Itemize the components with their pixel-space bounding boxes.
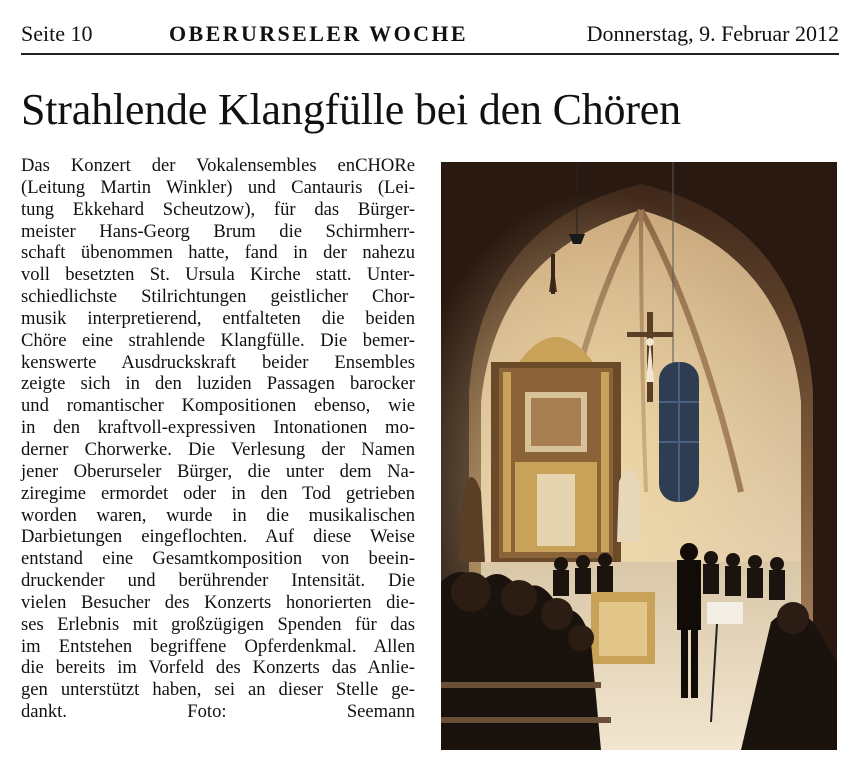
article-line: gen unterstützt haben, sei an dieser Stelle ge- [21, 679, 415, 701]
photo-credit: Foto: Seemann [187, 701, 415, 723]
article-line: ziregime ermordet oder in den Tod getrieben [21, 482, 415, 504]
article-line: jener Oberurseler Bürger, die unter dem Na- [21, 460, 415, 482]
article-line: tung Ekkehard Scheutzow), für das Bürger- [21, 198, 415, 220]
article-line: die bereits im Vorfeld des Konzerts das Anlie- [21, 657, 415, 679]
article-line: im Entstehen begriffene Opferdenkmal. Allen [21, 635, 415, 657]
article-line: druckender und berührender Intensität. Die [21, 570, 415, 592]
article-line: ses Erlebnis mit großzügigen Spenden für das [21, 613, 415, 635]
church-concert-photo [441, 162, 837, 750]
article-line: worden waren, wurde in die musikalischen [21, 504, 415, 526]
article-line: in den kraftvoll-expressiven Intonationen mo- [21, 417, 415, 439]
page-number: Seite 10 [21, 21, 93, 46]
article-line: musik interpretierend, entfalteten die beiden [21, 307, 415, 329]
masthead [21, 15, 839, 55]
article-line: schaft übenommen hatte, fand in der nahezu [21, 242, 415, 264]
article-line: und romantischer Kompositionen ebenso, wie [21, 395, 415, 417]
article-line: schiedlichste Stilrichtungen geistlicher Chor- [21, 286, 415, 308]
article-final-line [21, 701, 415, 723]
issue-date: Donnerstag, 9. Februar 2012 [586, 21, 839, 46]
headline: Strahlende Klangfülle bei den Chören [21, 85, 681, 134]
article-line: entstand eine Gesamtkomposition von beein- [21, 548, 415, 570]
article-line: kenswerte Ausdruckskraft beider Ensembles [21, 351, 415, 373]
article-line: vielen Besucher des Konzerts honorierten die- [21, 591, 415, 613]
article-line: zeigte sich in den luziden Passagen barocker [21, 373, 415, 395]
newspaper-name: OBERURSELER WOCHE [169, 21, 468, 46]
article-line: Chöre eine strahlende Klangfülle. Die bemer- [21, 329, 415, 351]
article-line: Darbietungen eingeflochten. Auf diese Weise [21, 526, 415, 548]
article-line: meister Hans-Georg Brum die Schirmherr- [21, 220, 415, 242]
article-line: Das Konzert der Vokalensembles enCHORe [21, 155, 415, 176]
article-line: dankt. [21, 701, 67, 723]
article-body [21, 155, 415, 723]
article-line: (Leitung Martin Winkler) und Cantauris (Lei- [21, 176, 415, 198]
article-line: derner Chorwerke. Die Verlesung der Namen [21, 438, 415, 460]
article-line: voll besetzten St. Ursula Kirche statt. Unter- [21, 264, 415, 286]
